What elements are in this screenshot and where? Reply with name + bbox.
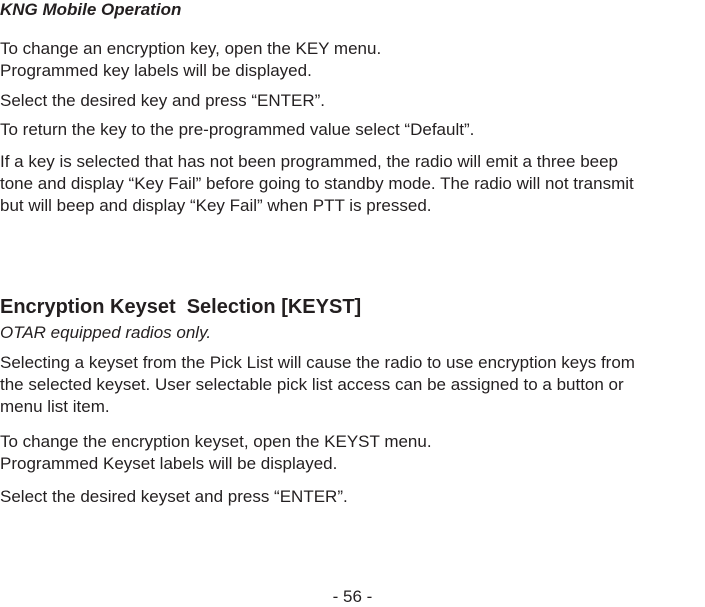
- text-line: If a key is selected that has not been programmed, the radio will emit a three beep: [0, 152, 619, 171]
- text-line: To change the encryption keyset, open the KEYST menu.: [0, 432, 432, 451]
- key-paragraph-default: [0, 119, 474, 141]
- section-heading: Encryption Keyset Selection [KEYST]: [0, 296, 362, 318]
- key-paragraph-open-menu: [0, 38, 381, 82]
- running-header: KNG Mobile Operation: [0, 0, 182, 19]
- text-line: the selected keyset. User selectable pick list access can be assigned to a button or: [0, 375, 624, 394]
- text-line: but will beep and display “Key Fail” when PTT is pressed.: [0, 196, 432, 215]
- section-note: OTAR equipped radios only.: [0, 323, 212, 342]
- key-paragraph-key-fail: [0, 151, 634, 217]
- text-line: tone and display “Key Fail” before going to standby mode. The radio will not transmit: [0, 174, 634, 193]
- keyset-paragraph-pick-list: [0, 352, 635, 418]
- text-line: To return the key to the pre-programmed value select “Default”.: [0, 120, 475, 139]
- keyset-paragraph-open-menu: [0, 431, 432, 475]
- text-line: To change an encryption key, open the KEY menu.: [0, 39, 382, 58]
- text-line: Select the desired key and press “ENTER”.: [0, 91, 326, 110]
- text-line: Selecting a keyset from the Pick List will cause the radio to use encryption keys from: [0, 353, 635, 372]
- text-line: Select the desired keyset and press “ENTER”.: [0, 487, 348, 506]
- text-line: Programmed Keyset labels will be displayed.: [0, 454, 338, 473]
- text-line: menu list item.: [0, 397, 110, 416]
- keyset-paragraph-select-keyset: [0, 486, 348, 508]
- text-line: Programmed key labels will be displayed.: [0, 61, 312, 80]
- key-paragraph-select-key: [0, 90, 325, 112]
- page-number: - 56 -: [332, 587, 373, 606]
